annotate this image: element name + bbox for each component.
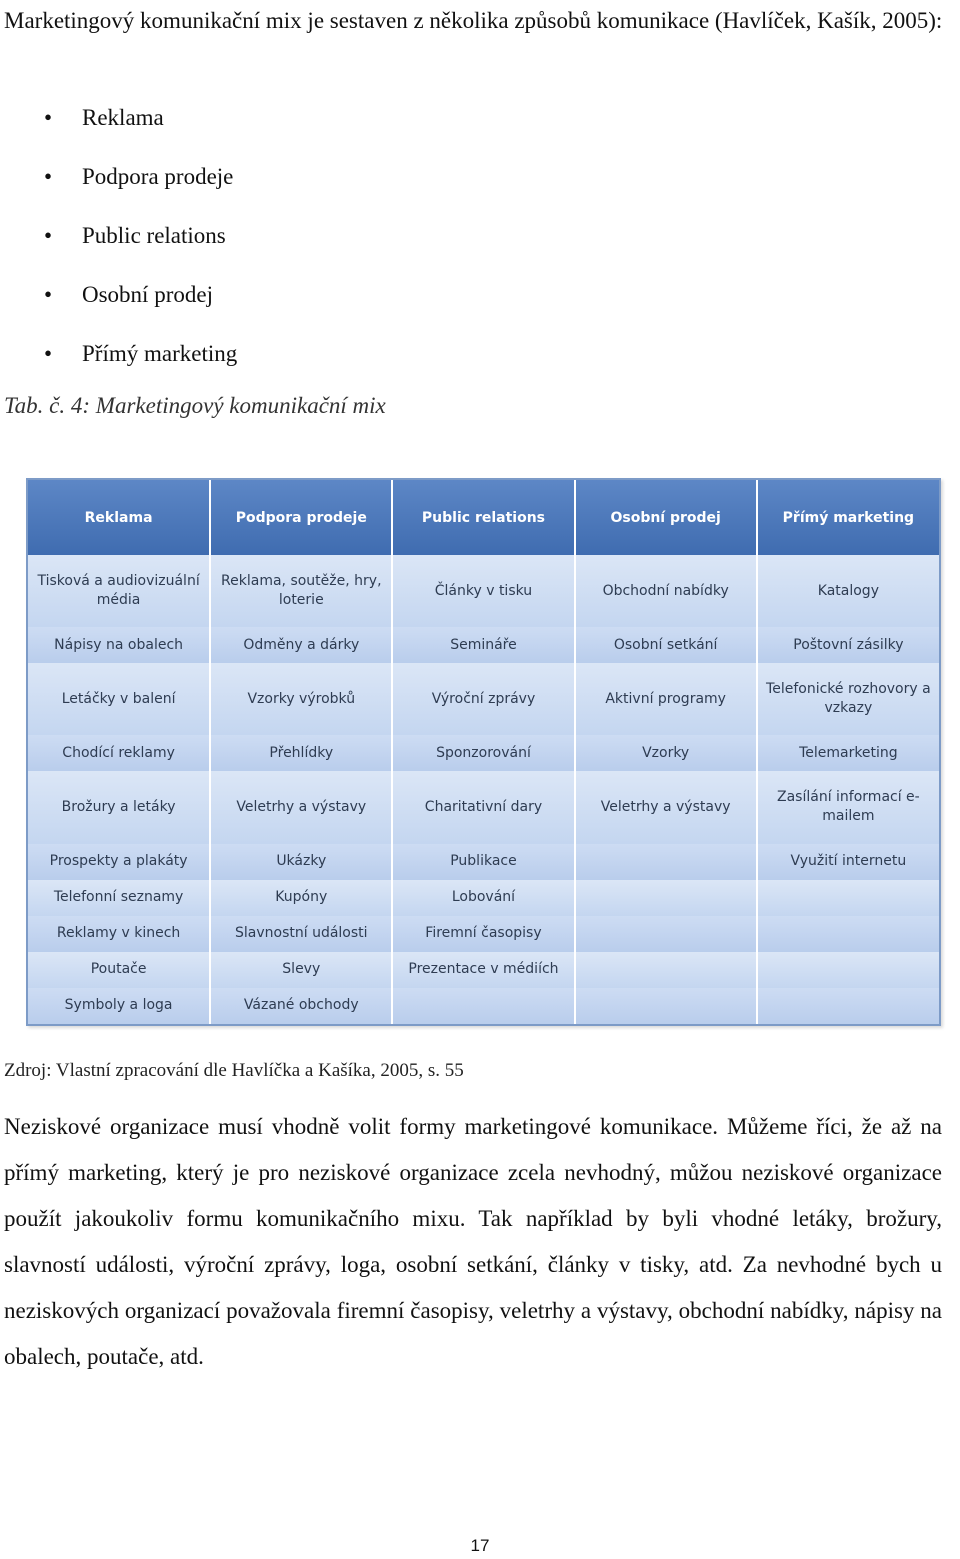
marketing-mix-table [28, 480, 939, 1024]
table-cell: Kupóny [210, 880, 392, 916]
table-cell: Charitativní dary [392, 771, 574, 843]
table-cell: Osobní setkání [575, 627, 757, 663]
bullet-icon: • [44, 282, 53, 307]
column-header: Podpora prodeje [210, 480, 392, 555]
table-cell: Aktivní programy [575, 663, 757, 735]
column-header: Reklama [28, 480, 210, 555]
table-cell: Reklama, soutěže, hry, loterie [210, 555, 392, 627]
table-cell: Poštovní zásilky [757, 627, 939, 663]
bullet-icon: • [44, 164, 53, 189]
table-row [28, 663, 939, 735]
column-header: Přímý marketing [757, 480, 939, 555]
list-item-label: Přímý marketing [82, 341, 238, 366]
table-cell [575, 988, 757, 1024]
list-item [0, 206, 237, 265]
table-cell [392, 988, 574, 1024]
table-caption: Tab. č. 4: Marketingový komunikační mix [4, 393, 386, 418]
table-cell: Telefonické rozhovory a vzkazy [757, 663, 939, 735]
table-cell: Nápisy na obalech [28, 627, 210, 663]
table-cell: Poutače [28, 952, 210, 988]
table-cell: Reklamy v kinech [28, 916, 210, 952]
list-item-label: Podpora prodeje [82, 164, 234, 189]
table-cell: Veletrhy a výstavy [210, 771, 392, 843]
table-cell: Vzorky výrobků [210, 663, 392, 735]
list-item-label: Osobní prodej [82, 282, 213, 307]
table-row [28, 880, 939, 916]
table-cell: Výroční zprávy [392, 663, 574, 735]
table-cell: Tisková a audiovizuální média [28, 555, 210, 627]
table-row [28, 844, 939, 880]
table-cell: Semináře [392, 627, 574, 663]
table-cell: Prospekty a plakáty [28, 844, 210, 880]
table-cell: Brožury a letáky [28, 771, 210, 843]
table-cell: Odměny a dárky [210, 627, 392, 663]
list-item-label: Reklama [82, 105, 164, 130]
column-header: Public relations [392, 480, 574, 555]
bullet-icon: • [44, 105, 53, 130]
table-cell: Ukázky [210, 844, 392, 880]
page-number: 17 [470, 1536, 490, 1555]
table-cell: Přehlídky [210, 735, 392, 771]
column-header: Osobní prodej [575, 480, 757, 555]
table-cell: Obchodní nabídky [575, 555, 757, 627]
list-item-label: Public relations [82, 223, 226, 248]
table-cell: Veletrhy a výstavy [575, 771, 757, 843]
table-cell [757, 916, 939, 952]
list-item [0, 147, 237, 206]
table-row [28, 916, 939, 952]
bullet-icon: • [44, 341, 53, 366]
table-cell [757, 952, 939, 988]
bullet-icon: • [44, 223, 53, 248]
marketing-mix-table-frame [26, 478, 941, 1026]
table-cell: Prezentace v médiích [392, 952, 574, 988]
table-cell: Telemarketing [757, 735, 939, 771]
table-cell: Katalogy [757, 555, 939, 627]
intro-paragraph: Marketingový komunikační mix je sestaven z několika způsobů komunikace (Havlíček, Kašík, 2005): [4, 8, 943, 33]
table-row [28, 988, 939, 1024]
table-row [28, 555, 939, 627]
table-cell: Zasílání informací e-mailem [757, 771, 939, 843]
table-cell: Články v tisku [392, 555, 574, 627]
table-cell [757, 988, 939, 1024]
list-item [0, 88, 237, 147]
table-cell: Firemní časopisy [392, 916, 574, 952]
table-header-row [28, 480, 939, 555]
table-cell: Letáčky v balení [28, 663, 210, 735]
table-cell: Využití internetu [757, 844, 939, 880]
table-cell [757, 880, 939, 916]
table-row [28, 952, 939, 988]
table-cell: Vázané obchody [210, 988, 392, 1024]
table-cell: Slavnostní události [210, 916, 392, 952]
table-cell: Symboly a loga [28, 988, 210, 1024]
table-cell [575, 952, 757, 988]
table-cell [575, 880, 757, 916]
communication-mix-list [0, 88, 237, 383]
list-item [0, 265, 237, 324]
table-cell: Sponzorování [392, 735, 574, 771]
table-cell [575, 844, 757, 880]
body-paragraph: Neziskové organizace musí vhodně volit formy marketingové komunikace. Můžeme říci, že až na přímý marketing, který je pro neziskové organizace zcela nevhodný, můžou neziskové organizace použít jakoukoliv formu komunikačního mixu. Tak například by byli vhodné letáky, brožury, slavností události, výroční zprávy, loga, osobní setkání, články v tisky, atd. Za nevhodné bych u neziskových organizací považovala firemní časopisy, veletrhy a výstavy, obchodní nabídky, nápisy na obalech, poutače, atd. [4, 1114, 942, 1369]
table-cell: Chodící reklamy [28, 735, 210, 771]
table-cell: Slevy [210, 952, 392, 988]
table-row [28, 627, 939, 663]
table-source-note: Zdroj: Vlastní zpracování dle Havlíčka a Kašíka, 2005, s. 55 [4, 1060, 464, 1081]
table-cell: Lobování [392, 880, 574, 916]
table-cell: Publikace [392, 844, 574, 880]
table-cell: Telefonní seznamy [28, 880, 210, 916]
table-row [28, 735, 939, 771]
table-row [28, 771, 939, 843]
table-cell: Vzorky [575, 735, 757, 771]
table-cell [575, 916, 757, 952]
list-item [0, 324, 237, 383]
